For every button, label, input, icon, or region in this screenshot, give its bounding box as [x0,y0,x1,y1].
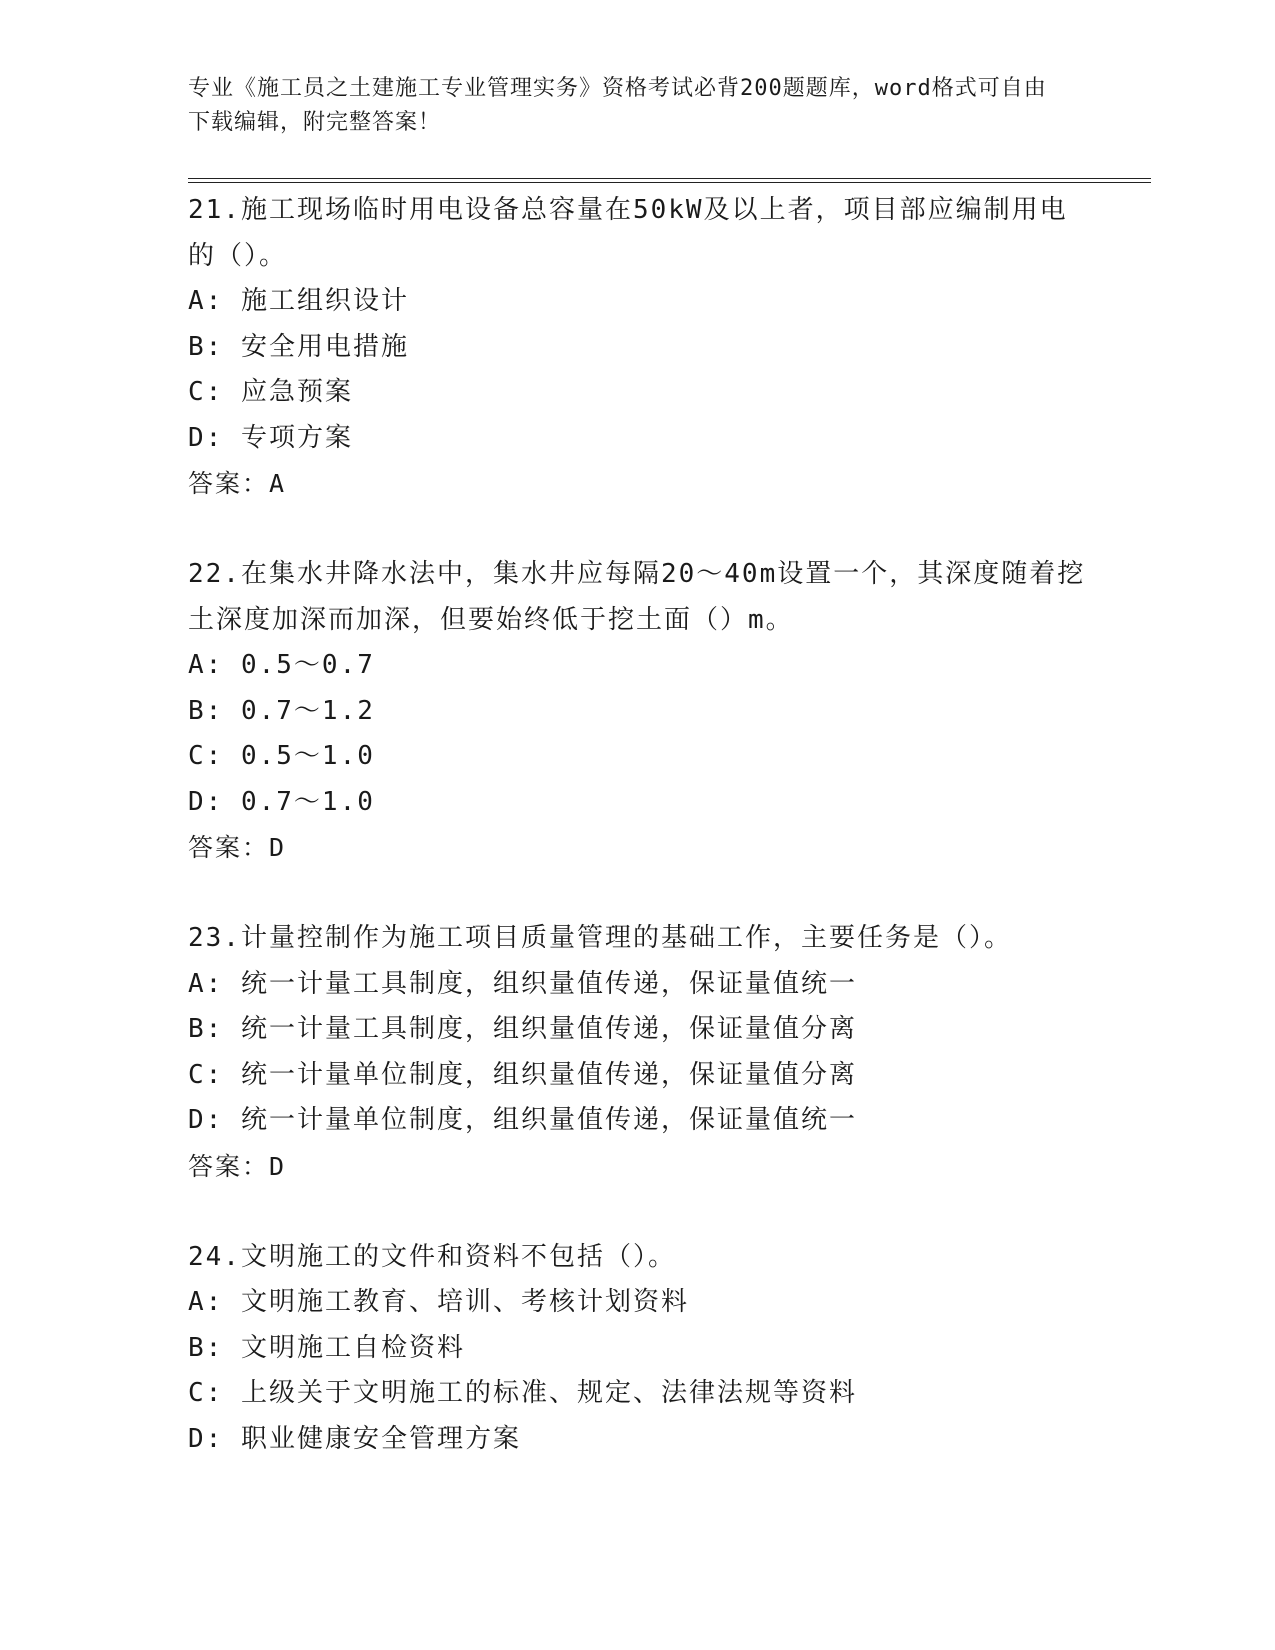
document-header: 专业《施工员之土建施工专业管理实务》资格考试必背200题题库，word格式可自由下载编辑，附完整答案！ [188,76,1047,135]
question-spacer [188,1189,1088,1235]
option-d: D: 统一计量单位制度，组织量值传递，保证量值统一 [188,1105,857,1135]
answer: 答案：A [188,469,287,498]
question-spacer [188,507,1088,553]
option-c: C: 统一计量单位制度，组织量值传递，保证量值分离 [188,1059,857,1090]
question-stem: 21.施工现场临时用电设备总容量在50kW及以上者，项目部应编制用电的（）。 [188,195,1068,271]
header-rule-bottom [188,182,1151,183]
option-b: B: 0.7～1.2 [188,695,375,726]
option-c: C: 上级关于文明施工的标准、规定、法律法规等资料 [188,1378,857,1408]
question-21 [188,188,1088,552]
question-list [188,188,1088,1462]
question-spacer [188,871,1088,917]
option-d: D: 专项方案 [188,422,353,453]
option-a: A: 文明施工教育、培训、考核计划资料 [188,1287,689,1317]
header-rule-top [188,178,1151,179]
option-d: D: 0.7～1.0 [188,786,375,817]
question-stem: 24.文明施工的文件和资料不包括（）。 [188,1241,676,1272]
answer: 答案：D [188,1151,287,1181]
option-a: A: 统一计量工具制度，组织量值传递，保证量值统一 [188,968,857,999]
option-b: B: 安全用电措施 [188,331,409,362]
option-b: B: 统一计量工具制度，组织量值传递，保证量值分离 [188,1014,857,1044]
option-b: B: 文明施工自检资料 [188,1332,465,1363]
question-24 [188,1235,1088,1463]
question-stem: 22.在集水井降水法中，集水井应每隔20～40m设置一个，其深度随着挖土深度加深而加深，但要始终低于挖土面（）m。 [188,559,1086,635]
option-a: A: 0.5～0.7 [188,650,375,680]
option-d: D: 职业健康安全管理方案 [188,1423,521,1454]
question-23 [188,916,1088,1235]
answer: 答案：D [188,833,287,862]
question-stem: 23.计量控制作为施工项目质量管理的基础工作，主要任务是（）。 [188,923,1012,953]
option-c: C: 0.5～1.0 [188,741,375,771]
option-c: C: 应急预案 [188,377,353,407]
question-22 [188,552,1088,916]
option-a: A: 施工组织设计 [188,286,409,316]
